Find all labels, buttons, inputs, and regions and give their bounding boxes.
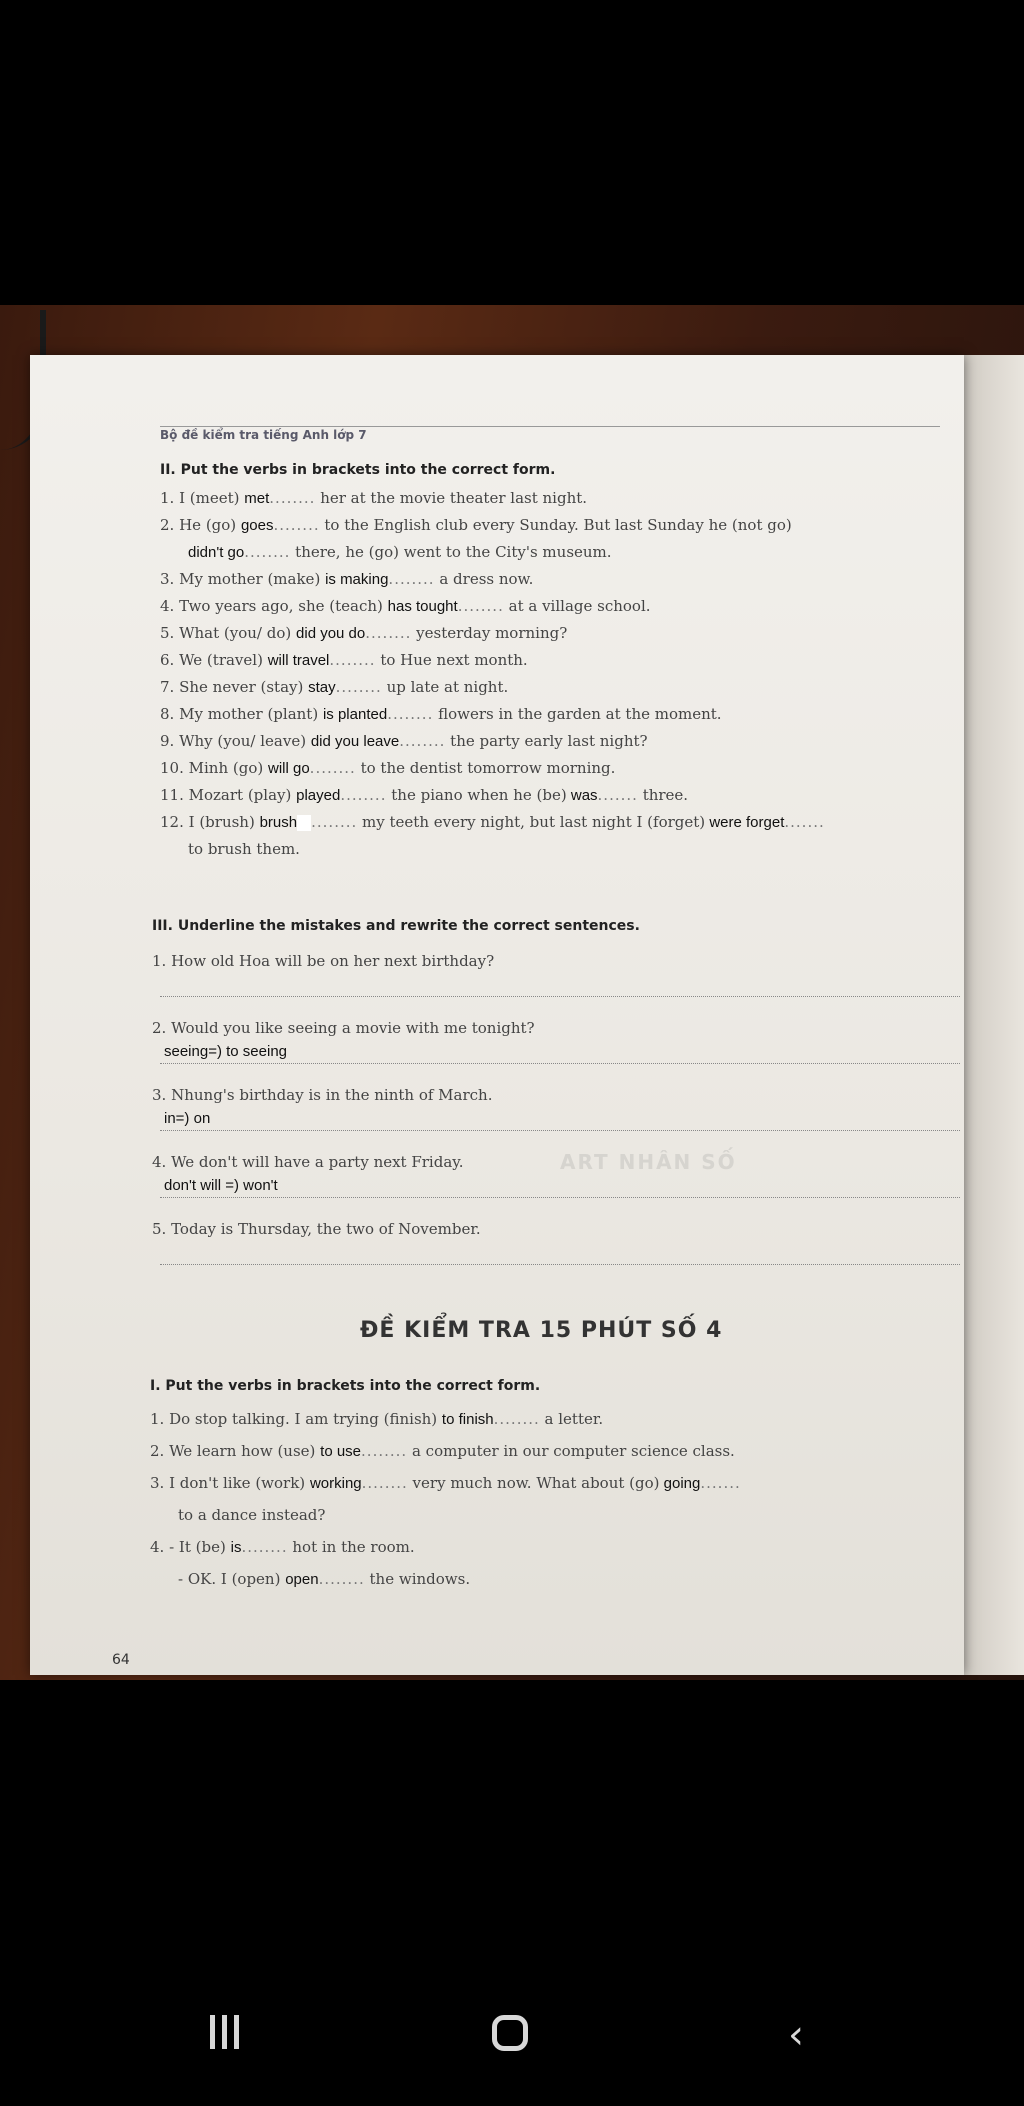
- blank-dots: ........: [388, 570, 435, 588]
- answer-line: [160, 1130, 960, 1131]
- answer-line: [160, 1063, 960, 1064]
- item-prompt: Minh (go): [188, 759, 268, 777]
- blank-dots: ........: [309, 759, 356, 777]
- section1-item: [150, 1474, 741, 1492]
- handwritten-answer: is planted: [322, 706, 388, 723]
- section2-item: [160, 624, 567, 642]
- handwritten-answer: is making: [325, 571, 389, 588]
- handwritten-correction: in=) on: [164, 1110, 211, 1127]
- item-number: 1.: [160, 489, 180, 507]
- handwritten-answer: was: [566, 787, 598, 804]
- handwritten-answer: will travel: [267, 652, 330, 669]
- item-prompt: Do stop talking. I am trying (finish): [169, 1410, 442, 1428]
- answer-line: [160, 996, 960, 997]
- home-button[interactable]: [492, 2015, 528, 2051]
- item-text: the piano when he (be): [386, 786, 567, 804]
- item-prompt: My mother (make): [179, 570, 326, 588]
- item-prompt: Why (you/ leave): [179, 732, 311, 750]
- blank-dots: .......: [784, 813, 825, 831]
- item-prompt: to a dance instead?: [178, 1506, 326, 1524]
- blank-dots: ........: [457, 597, 504, 615]
- item-prompt: We (travel): [179, 651, 268, 669]
- section1-item: [150, 1538, 415, 1556]
- blank-dots: .......: [597, 786, 638, 804]
- item-text: her at the movie theater last night.: [315, 489, 588, 507]
- section2-item: [160, 786, 688, 804]
- item-prompt: Two years ago, she (teach): [179, 597, 388, 615]
- section3-title: III. Underline the mistakes and rewrite the correct sentences.: [152, 918, 640, 934]
- item-prompt: My mother (plant): [179, 705, 323, 723]
- item-number: 4.: [150, 1538, 170, 1556]
- section2-title: II. Put the verbs in brackets into the correct form.: [160, 462, 556, 478]
- test-title: ĐỀ KIỂM TRA 15 PHÚT SỐ 4: [360, 1318, 723, 1343]
- blank-dots: ........: [241, 1538, 288, 1556]
- blank-dots: ........: [365, 624, 412, 642]
- handwritten-answer: going: [659, 1475, 701, 1492]
- item-text: hot in the room.: [287, 1538, 415, 1556]
- item-prompt: Mozart (play): [188, 786, 297, 804]
- item-number: 9.: [160, 732, 180, 750]
- section3-question: [152, 952, 494, 970]
- item-text: Today is Thursday, the two of November.: [171, 1220, 481, 1238]
- item-text: Would you like seeing a movie with me tonight?: [171, 1019, 535, 1037]
- section2-item: [160, 678, 508, 696]
- section1-item: [178, 1570, 470, 1588]
- item-text: up late at night.: [381, 678, 509, 696]
- section1-item: [150, 1410, 603, 1428]
- item-number: 4.: [160, 597, 180, 615]
- item-number: 3.: [152, 1086, 172, 1104]
- handwritten-answer: will go: [267, 760, 310, 777]
- watermark: ART NHÂN SỐ: [560, 1150, 737, 1174]
- section2-item: [160, 732, 648, 750]
- item-prompt: I (brush): [188, 813, 260, 831]
- book-header: Bộ đề kiểm tra tiếng Anh lớp 7: [160, 428, 367, 442]
- blank-dots: .......: [700, 1474, 741, 1492]
- blank-dots: ........: [244, 543, 291, 561]
- section2-item: [188, 543, 612, 561]
- item-number: 5.: [160, 624, 180, 642]
- item-text: very much now. What about (go): [407, 1474, 660, 1492]
- item-text: a letter.: [539, 1410, 604, 1428]
- item-prompt: I don't like (work): [169, 1474, 310, 1492]
- item-number: 11.: [160, 786, 189, 804]
- section3-question: [152, 1153, 464, 1171]
- section2-item: [160, 705, 722, 723]
- item-prompt: We learn how (use): [169, 1442, 321, 1460]
- item-text: the windows.: [364, 1570, 471, 1588]
- item-text: We don't will have a party next Friday.: [171, 1153, 464, 1171]
- handwritten-answer: has tought: [387, 598, 458, 615]
- handwritten-answer: did you leave: [310, 733, 400, 750]
- item-number: 5.: [152, 1220, 172, 1238]
- section1-item: [178, 1506, 325, 1524]
- section3-question: [152, 1019, 535, 1037]
- item-text: to the dentist tomorrow morning.: [355, 759, 616, 777]
- section2-item: [160, 489, 587, 507]
- handwritten-answer: to finish: [441, 1411, 494, 1428]
- back-button[interactable]: ‹: [788, 2012, 804, 2058]
- handwritten-answer: goes: [240, 517, 274, 534]
- item-text: flowers in the garden at the moment.: [433, 705, 722, 723]
- item-text: to the English club every Sunday. But last Sunday he (not go): [319, 516, 792, 534]
- handwritten-answer: working: [309, 1475, 362, 1492]
- item-number: 10.: [160, 759, 189, 777]
- item-number: 3.: [160, 570, 180, 588]
- item-text: to Hue next month.: [375, 651, 528, 669]
- blank-dots: ........: [361, 1442, 408, 1460]
- handwritten-correction: don't will =) won't: [164, 1177, 278, 1194]
- item-number: 4.: [152, 1153, 172, 1171]
- handwritten-answer: brush: [259, 814, 298, 831]
- item-number: 6.: [160, 651, 180, 669]
- item-text: How old Hoa will be on her next birthday?: [171, 952, 495, 970]
- item-number: 12.: [160, 813, 189, 831]
- item-prompt: He (go): [179, 516, 241, 534]
- section2-item: [160, 570, 533, 588]
- item-number: 1.: [150, 1410, 170, 1428]
- header-rule: [160, 426, 940, 427]
- section2-item: [160, 516, 792, 534]
- blank-dots: ........: [399, 732, 446, 750]
- handwritten-answer: open: [285, 1571, 319, 1588]
- blank-dots: ........: [493, 1410, 540, 1428]
- handwritten-answer: did you do: [296, 625, 366, 642]
- item-number: 8.: [160, 705, 180, 723]
- section3-question: [152, 1086, 493, 1104]
- blank-dots: ........: [273, 516, 320, 534]
- answer-line: [160, 1264, 960, 1265]
- item-number: 2.: [160, 516, 180, 534]
- item-text: a computer in our computer science class.: [407, 1442, 735, 1460]
- handwritten-answer: met: [244, 490, 270, 507]
- redaction-box: [297, 815, 311, 831]
- section2-item: [160, 813, 825, 831]
- section2-item: [188, 840, 300, 858]
- item-text: at a village school.: [503, 597, 651, 615]
- item-number: 2.: [152, 1019, 172, 1037]
- section2-item: [160, 597, 651, 615]
- blank-dots: ........: [387, 705, 434, 723]
- section2-item: [160, 759, 615, 777]
- section2-item: [160, 651, 528, 669]
- item-number: 1.: [152, 952, 172, 970]
- item-text: three.: [637, 786, 689, 804]
- item-prompt: - It (be): [169, 1538, 231, 1556]
- item-text: Nhung's birthday is in the ninth of March.: [171, 1086, 493, 1104]
- handwritten-answer: to use: [320, 1443, 362, 1460]
- item-prompt: I (meet): [179, 489, 245, 507]
- blank-dots: ........: [311, 813, 358, 831]
- item-text: yesterday morning?: [411, 624, 568, 642]
- blank-dots: ........: [361, 1474, 408, 1492]
- next-page-edge: [960, 355, 1024, 1675]
- blank-dots: ........: [340, 786, 387, 804]
- blank-dots: ........: [335, 678, 382, 696]
- section1-item: [150, 1442, 735, 1460]
- item-text: there, he (go) went to the City's museum.: [290, 543, 612, 561]
- item-prompt: to brush them.: [188, 840, 300, 858]
- blank-dots: ........: [329, 651, 376, 669]
- handwritten-answer: played: [296, 787, 341, 804]
- page-number: 64: [112, 1652, 130, 1668]
- handwritten-answer: is: [230, 1539, 242, 1556]
- handwritten-correction: seeing=) to seeing: [164, 1043, 288, 1060]
- item-text: the party early last night?: [445, 732, 648, 750]
- handwritten-answer: didn't go: [188, 544, 245, 561]
- item-prompt: - OK. I (open): [178, 1570, 286, 1588]
- blank-dots: ........: [269, 489, 316, 507]
- item-prompt: She never (stay): [179, 678, 309, 696]
- item-number: 2.: [150, 1442, 170, 1460]
- blank-dots: ........: [318, 1570, 365, 1588]
- section3-question: [152, 1220, 481, 1238]
- item-text: a dress now.: [434, 570, 534, 588]
- item-number: 7.: [160, 678, 180, 696]
- recent-apps-button[interactable]: [210, 2015, 240, 2051]
- handwritten-answer: were forget: [705, 814, 785, 831]
- handwritten-answer: stay: [308, 679, 336, 696]
- item-text: my teeth every night, but last night I (forget): [357, 813, 706, 831]
- item-number: 3.: [150, 1474, 170, 1492]
- answer-line: [160, 1197, 960, 1198]
- section1-title: I. Put the verbs in brackets into the correct form.: [150, 1378, 541, 1394]
- item-prompt: What (you/ do): [179, 624, 297, 642]
